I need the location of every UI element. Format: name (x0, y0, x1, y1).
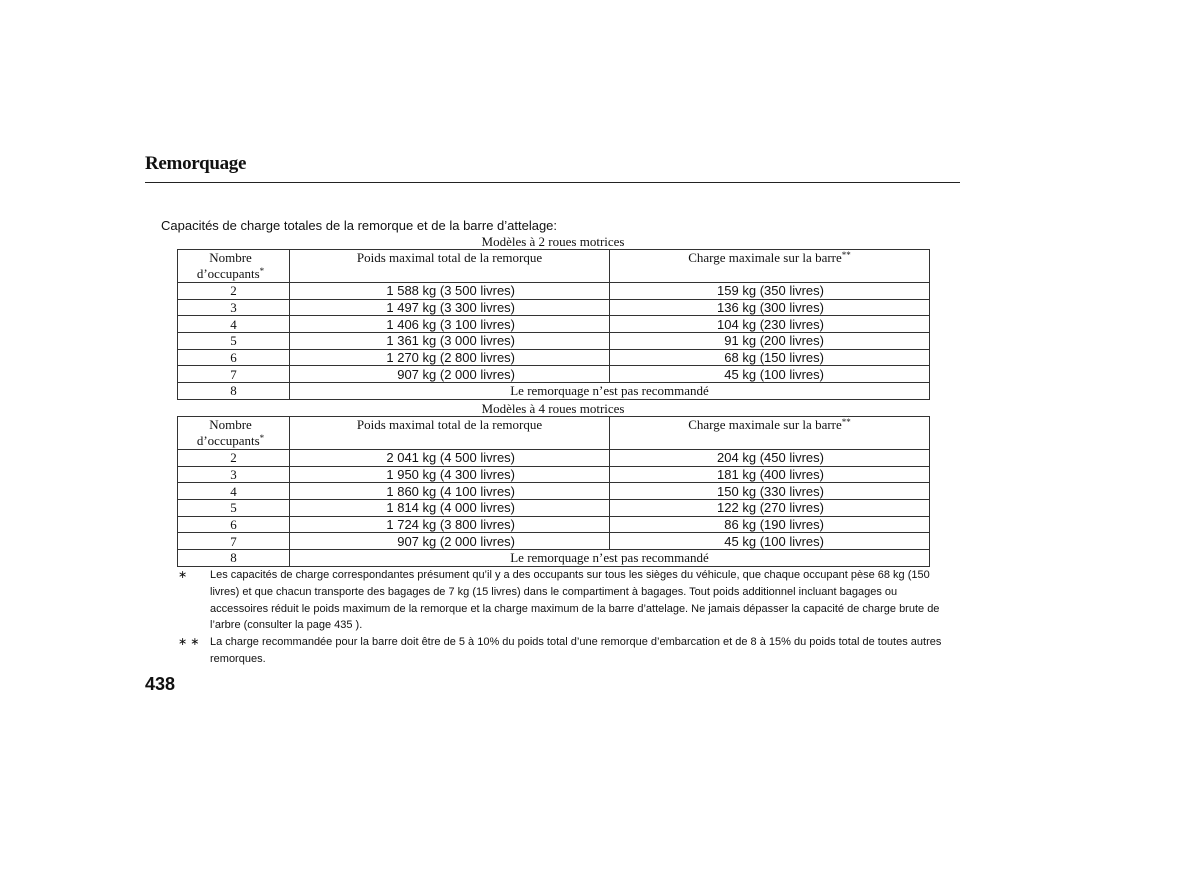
table-row (178, 550, 930, 567)
footnote-mark: ∗ ∗ (178, 636, 200, 648)
header-trailer-weight: Poids maximal total de la remorque (290, 417, 610, 450)
header-occupants (178, 417, 290, 450)
tongue-load-cell: 45 kg (100 livres) (610, 533, 930, 550)
occupants-cell: 7 (178, 533, 290, 550)
occupants-cell: 8 (178, 383, 290, 400)
table-row (178, 349, 930, 366)
table-row (178, 533, 930, 550)
table-row (178, 450, 930, 467)
header-tongue-load: Charge maximale sur la barre** (610, 250, 930, 283)
occupants-cell: 5 (178, 500, 290, 517)
header-occupants-line1: Nombre (209, 250, 252, 265)
tongue-load-cell: 122 kg (270 livres) (610, 500, 930, 517)
occupants-cell: 8 (178, 550, 290, 567)
trailer-weight-cell: 907 kg (2 000 livres) (290, 533, 610, 550)
tongue-load-cell: 91 kg (200 livres) (610, 333, 930, 350)
table-row (178, 333, 930, 350)
capacity-table-2wd (177, 249, 930, 400)
table-header-row (178, 417, 930, 450)
footnote-text: La charge recommandée pour la barre doit être de 5 à 10% du poids total d’une remorque d’embarcation et de 8 à 15% du poids total de toutes autres remorques. (210, 636, 942, 665)
table-row (178, 466, 930, 483)
capacity-table-4wd (177, 416, 930, 567)
trailer-weight-cell: 1 950 kg (4 300 livres) (290, 466, 610, 483)
title-rule (145, 182, 960, 183)
table-row (178, 299, 930, 316)
table-row (178, 500, 930, 517)
tongue-load-cell: 181 kg (400 livres) (610, 466, 930, 483)
trailer-weight-cell: 1 860 kg (4 100 livres) (290, 483, 610, 500)
table-row (178, 316, 930, 333)
occupants-cell: 3 (178, 299, 290, 316)
occupants-cell: 6 (178, 516, 290, 533)
trailer-weight-cell: 2 041 kg (4 500 livres) (290, 450, 610, 467)
occupants-cell: 4 (178, 483, 290, 500)
trailer-weight-cell: 1 406 kg (3 100 livres) (290, 316, 610, 333)
trailer-weight-cell: 1 814 kg (4 000 livres) (290, 500, 610, 517)
occupants-cell: 2 (178, 283, 290, 300)
table-caption-4wd: Modèles à 4 roues motrices (481, 401, 625, 416)
asterisk-mark: * (259, 266, 265, 276)
trailer-weight-cell: 1 270 kg (2 800 livres) (290, 349, 610, 366)
tongue-load-cell: 45 kg (100 livres) (610, 366, 930, 383)
trailer-weight-cell: 1 497 kg (3 300 livres) (290, 299, 610, 316)
table-row (178, 383, 930, 400)
occupants-cell: 6 (178, 349, 290, 366)
footnote-single-asterisk (178, 567, 948, 634)
occupants-cell: 4 (178, 316, 290, 333)
tongue-load-cell: 104 kg (230 livres) (610, 316, 930, 333)
header-trailer-weight: Poids maximal total de la remorque (290, 250, 610, 283)
trailer-weight-cell: 907 kg (2 000 livres) (290, 366, 610, 383)
page-number: 438 (145, 674, 176, 694)
occupants-cell: 7 (178, 366, 290, 383)
occupants-cell: 5 (178, 333, 290, 350)
tongue-load-cell: 150 kg (330 livres) (610, 483, 930, 500)
header-occupants (178, 250, 290, 283)
tongue-load-cell: 159 kg (350 livres) (610, 283, 930, 300)
header-tongue-load: Charge maximale sur la barre** (610, 417, 930, 450)
table-row (178, 366, 930, 383)
section-title: Remorquage (145, 153, 247, 174)
occupants-cell: 2 (178, 450, 290, 467)
table-row (178, 283, 930, 300)
header-occupants-line2: d’occupants (196, 266, 260, 281)
trailer-weight-cell: 1 361 kg (3 000 livres) (290, 333, 610, 350)
tongue-load-cell: 68 kg (150 livres) (610, 349, 930, 366)
intro-text: Capacités de charge totales de la remorque et de la barre d’attelage: (161, 218, 558, 233)
tongue-load-cell: 136 kg (300 livres) (610, 299, 930, 316)
table-header-row (178, 250, 930, 283)
table-row (178, 516, 930, 533)
not-recommended-cell: Le remorquage n’est pas recommandé (290, 550, 930, 567)
not-recommended-cell: Le remorquage n’est pas recommandé (290, 383, 930, 400)
footnote-text: Les capacités de charge correspondantes présument qu’il y a des occupants sur tous les sièges du véhicule, que chaque occupant pèse 68 kg (150 livres) et que chacun transporte des bagages de 7 kg (15 livres) dans le compartiment à bagages. Tout poids additionnel incluant bagages ou accessoires réduit le poids maximum de la remorque et la charge maximum de la barre d’attelage. Ne jamais dépasser la capacité de charge brute de l’arbre (consulter la page 435 ). (210, 569, 940, 632)
footnote-mark: ∗ (178, 569, 188, 581)
header-occupants-line2: d’occupants (196, 433, 260, 448)
trailer-weight-cell: 1 588 kg (3 500 livres) (290, 283, 610, 300)
table-row (178, 483, 930, 500)
asterisk-mark: * (259, 433, 265, 443)
table-caption-2wd: Modèles à 2 roues motrices (481, 234, 625, 249)
trailer-weight-cell: 1 724 kg (3 800 livres) (290, 516, 610, 533)
double-asterisk-mark: ** (841, 250, 851, 260)
header-occupants-line1: Nombre (209, 417, 252, 432)
tongue-load-cell: 86 kg (190 livres) (610, 516, 930, 533)
tongue-load-cell: 204 kg (450 livres) (610, 450, 930, 467)
double-asterisk-mark: ** (841, 417, 851, 427)
occupants-cell: 3 (178, 466, 290, 483)
footnote-double-asterisk (178, 634, 948, 668)
